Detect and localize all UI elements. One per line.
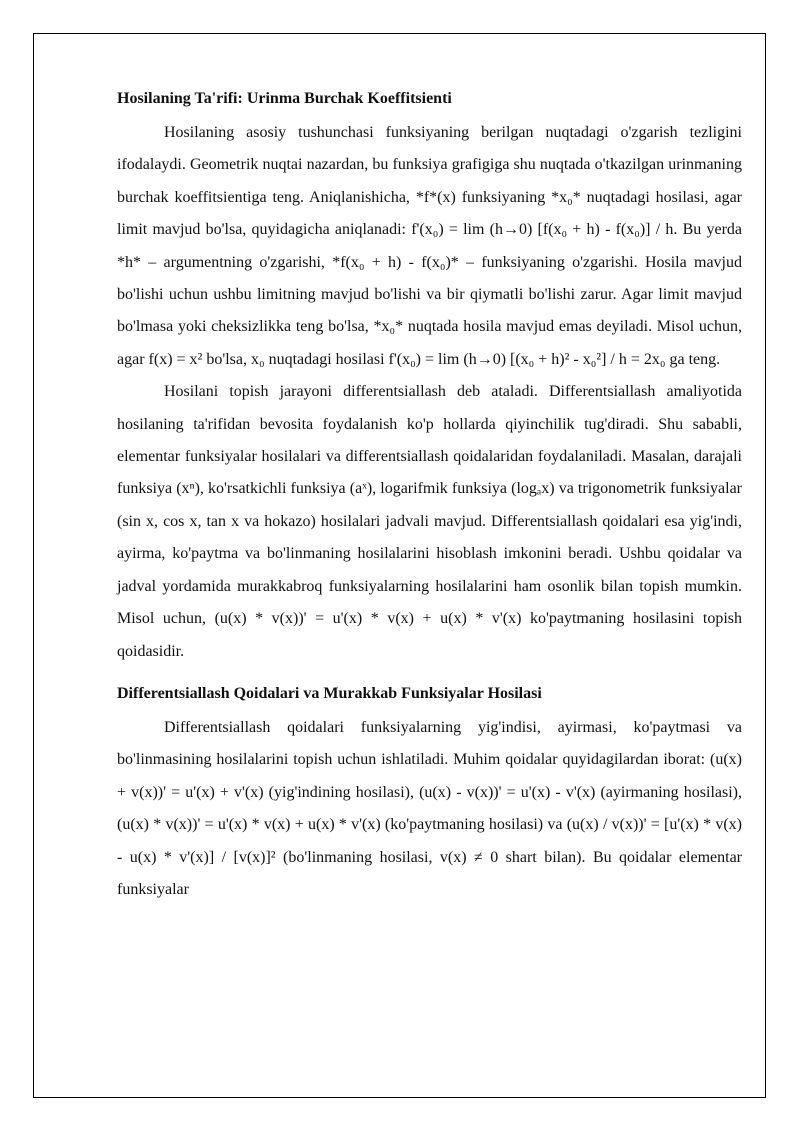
paragraph-differentiation-process: Hosilani topish jarayoni differentsiallash deb ataladi. Differentsiallash amaliyotida hosilaning ta'rifidan bevosita foydalanish ko'p hollarda qiyinchilik tug'diradi. Shu sababli, elementar funksiyalar hosilalari va differentsiallash qoidalaridan foydalaniladi. Masalan, darajali funksiya (xⁿ), ko'rsatkichli funksiya (aˣ), logarifmik funksiya (logₐx) va trigonometrik funksiyalar (sin x, cos x, tan x va hokazo) hosilalari jadvali mavjud. Differentsiallash qoidalari esa yig'indi, ayirma, ko'paytma va bo'linmaning hosilalarini hisoblash imkonini beradi. Ushbu qoidalar va jadval yordamida murakkabroq funksiyalarning hosilalarini ham osonlik bilan topish mumkin. Misol uchun, (u(x) * v(x))' = u'(x) * v(x) + u(x) * v'(x) ko'paytmaning hosilasini topish qoidasidir. [117,383,742,660]
document-body [117,85,742,906]
section-heading-derivative-definition: Hosilaning Ta'rifi: Urinma Burchak Koeffitsienti [117,90,452,107]
paragraph-differentiation-rules: Differentsiallash qoidalari funksiyalarning yig'indisi, ayirmasi, ko'paytmasi va bo'linmasining hosilalarini topish uchun ishlatiladi. Muhim qoidalar quyidagilardan iborat: (u(x) + v(x))' = u'(x) + v'(x) (yig'indining hosilasi), (u(x) - v(x))' = u'(x) - v'(x) (ayirmaning hosilasi), (u(x) * v(x))' = u'(x) * v(x) + u(x) * v'(x) (ko'paytmaning hosilasi) va (u(x) / v(x))' = [u'(x) * v(x) - u(x) * v'(x)] / [v(x)]² (bo'linmaning hosilasi, v(x) ≠ 0 shart bilan). Bu qoidalar elementar funksiyalar [117,718,742,898]
paragraph-derivative-definition: Hosilaning asosiy tushunchasi funksiyaning berilgan nuqtadagi o'zgarish tezligini ifodalaydi. Geometrik nuqtai nazardan, bu funksiya grafigiga shu nuqtada o'tkazilgan urinmaning burchak koeffitsientiga teng. Aniqlanishicha, *f*(x) funksiyaning *x₀* nuqtadagi hosilasi, agar limit mavjud bo'lsa, quyidagicha aniqlanadi: f'(x₀) = lim (h→0) [f(x₀ + h) - f(x₀)] / h. Bu yerda *h* – argumentning o'zgarishi, *f(x₀ + h) - f(x₀)* – funksiyaning o'zgarishi. Hosila mavjud bo'lishi uchun ushbu limitning mavjud bo'lishi va bir qiymatli bo'lishi zarur. Agar limit mavjud bo'lmasa yoki cheksizlikka teng bo'lsa, *x₀* nuqtada hosila mavjud emas deyiladi. Misol uchun, agar f(x) = x² bo'lsa, x₀ nuqtadagi hosilasi f'(x₀) = lim (h→0) [(x₀ + h)² - x₀²] / h = 2x₀ ga teng. [117,124,742,368]
section-heading-differentiation-rules: Differentsiallash Qoidalari va Murakkab Funksiyalar Hosilasi [117,684,542,702]
